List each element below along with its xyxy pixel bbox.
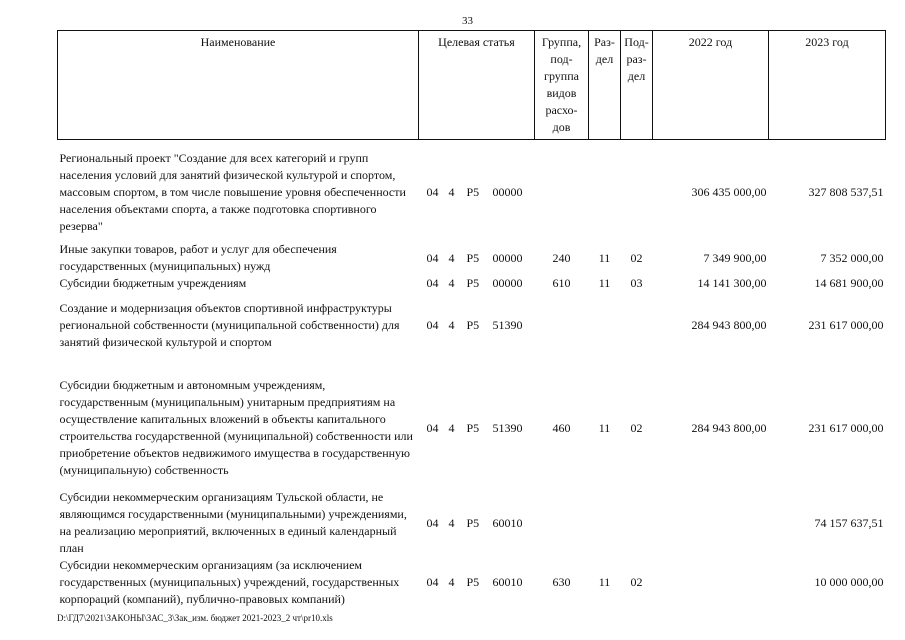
- header-2023: 2023 год: [769, 31, 886, 140]
- target-code-1: 04: [426, 420, 439, 435]
- row-spacer: [58, 351, 886, 377]
- row-amount-2023: 74 157 637,51: [814, 515, 884, 530]
- target-code-1: 04: [426, 575, 439, 589]
- page-number: 33: [462, 15, 473, 27]
- header-2022: 2022 год: [653, 31, 769, 140]
- row-group: [535, 150, 589, 235]
- row-section: 11: [598, 276, 611, 290]
- row-target: [419, 150, 535, 235]
- target-code-4: 51390: [492, 318, 523, 332]
- row-group: 460: [552, 420, 571, 435]
- row-target: [419, 300, 535, 351]
- header-section: Раз- дел: [589, 31, 621, 140]
- row-group: 630: [552, 575, 571, 589]
- row-name: Субсидии некоммерческим организациям (за исключением государственных (муниципальных) учреждений, государственных корпораций (компаний), публично-правовых компаний): [59, 558, 400, 606]
- header-target: Целевая статья: [419, 31, 535, 140]
- row-target: [419, 241, 535, 275]
- table-row: [58, 377, 886, 479]
- target-code-1: 04: [426, 318, 439, 332]
- row-amount-2022: [653, 489, 769, 557]
- target-code-3: P5: [466, 515, 480, 530]
- row-amount-2022: 306 435 000,00: [691, 185, 767, 199]
- target-code-2: 4: [448, 250, 455, 265]
- row-spacer: [58, 479, 886, 489]
- row-subsection: 03: [630, 276, 643, 290]
- row-target: [419, 275, 535, 292]
- target-code-2: 4: [448, 185, 455, 199]
- target-code-3: P5: [466, 276, 480, 290]
- target-code-4: 00000: [492, 250, 523, 265]
- row-subsection: 02: [630, 575, 643, 589]
- file-path-footer: D:\ГД7\2021\ЗАКОНЫ\ЗАС_3\Зак_изм. бюджет 2021-2023_2 чт\pr10.xls: [57, 613, 333, 623]
- row-amount-2022: 284 943 800,00: [691, 420, 767, 435]
- row-group: 610: [552, 276, 571, 290]
- table-row: [58, 489, 886, 557]
- row-amount-2022: 284 943 800,00: [691, 318, 767, 332]
- budget-table: [57, 30, 886, 608]
- row-group: [535, 300, 589, 351]
- row-amount-2022: 14 141 300,00: [697, 276, 767, 290]
- target-code-4: 51390: [492, 420, 523, 435]
- target-code-1: 04: [426, 185, 439, 199]
- row-amount-2023: 14 681 900,00: [814, 276, 884, 290]
- row-subsection: 02: [630, 250, 643, 265]
- header-subsection: Под- раз- дел: [621, 31, 653, 140]
- target-code-4: 60010: [492, 515, 523, 530]
- target-code-2: 4: [448, 515, 455, 530]
- row-section: 11: [598, 575, 611, 589]
- row-section: [589, 489, 621, 557]
- row-spacer: [58, 292, 886, 300]
- row-target: [419, 557, 535, 608]
- row-amount-2023: 7 352 000,00: [820, 250, 884, 265]
- row-name: Субсидии бюджетным учреждениям: [59, 276, 247, 290]
- row-amount-2023: 10 000 000,00: [814, 575, 884, 589]
- row-spacer: [58, 140, 886, 151]
- target-code-1: 04: [426, 515, 439, 530]
- row-subsection: [621, 300, 653, 351]
- target-code-3: P5: [466, 185, 480, 199]
- target-code-3: P5: [466, 420, 480, 435]
- row-subsection: 02: [630, 420, 643, 435]
- target-code-2: 4: [448, 420, 455, 435]
- row-name: Создание и модернизация объектов спортивной инфраструктуры региональной собственности (муниципальной собственности) для занятий физической культурой и спортом: [59, 301, 400, 349]
- table-row: [58, 275, 886, 292]
- row-target: [419, 489, 535, 557]
- target-code-1: 04: [426, 250, 439, 265]
- table-row: [58, 557, 886, 608]
- target-code-1: 04: [426, 276, 439, 290]
- target-code-4: 00000: [492, 185, 523, 199]
- row-section: [589, 150, 621, 235]
- row-section: [589, 300, 621, 351]
- target-code-3: P5: [466, 318, 480, 332]
- row-group: 240: [552, 250, 571, 265]
- row-group: [535, 489, 589, 557]
- row-amount-2023: 327 808 537,51: [808, 185, 884, 199]
- target-code-2: 4: [448, 575, 455, 589]
- row-name: Субсидии бюджетным и автономным учреждениям, государственным (муниципальным) унитарным предприятиям на осуществление капитальных вложений в объекты капитального строительства государственной (муниципальной) собственности или приобретение объектов недвижимого имущества в государственную (муниципальную) собственность: [59, 378, 413, 477]
- row-name: Иные закупки товаров, работ и услуг для обеспечения государственных (муниципальных) нужд: [59, 242, 337, 273]
- table-row: [58, 150, 886, 235]
- row-name: Региональный проект "Создание для всех категорий и групп населения условий для занятий физической культурой и спортом, массовым спортом, в том числе повышение уровня обеспеченности населения объектами спорта, а также подготовка спортивного резерва": [59, 151, 406, 233]
- row-subsection: [621, 489, 653, 557]
- row-amount-2022: [653, 557, 769, 608]
- header-row: [58, 31, 886, 140]
- target-code-2: 4: [448, 318, 455, 332]
- row-subsection: [621, 150, 653, 235]
- row-amount-2023: 231 617 000,00: [808, 318, 884, 332]
- table-row: [58, 300, 886, 351]
- header-name: Наименование: [58, 31, 419, 140]
- target-code-4: 00000: [492, 276, 523, 290]
- table-row: [58, 241, 886, 275]
- row-amount-2022: 7 349 900,00: [703, 250, 767, 265]
- target-code-3: P5: [466, 250, 480, 265]
- header-group: Группа, под- группа видов расхо- дов: [535, 31, 589, 140]
- row-name: Субсидии некоммерческим организациям Тульской области, не являющимся государственными (муниципальными) учреждениями, на реализацию мероприятий, включенных в единый календарный план: [59, 490, 407, 555]
- target-code-2: 4: [448, 276, 455, 290]
- row-amount-2023: 231 617 000,00: [808, 420, 884, 435]
- target-code-3: P5: [466, 575, 480, 589]
- row-section: 11: [598, 420, 611, 435]
- row-target: [419, 377, 535, 479]
- row-section: 11: [598, 250, 611, 265]
- target-code-4: 60010: [492, 575, 523, 589]
